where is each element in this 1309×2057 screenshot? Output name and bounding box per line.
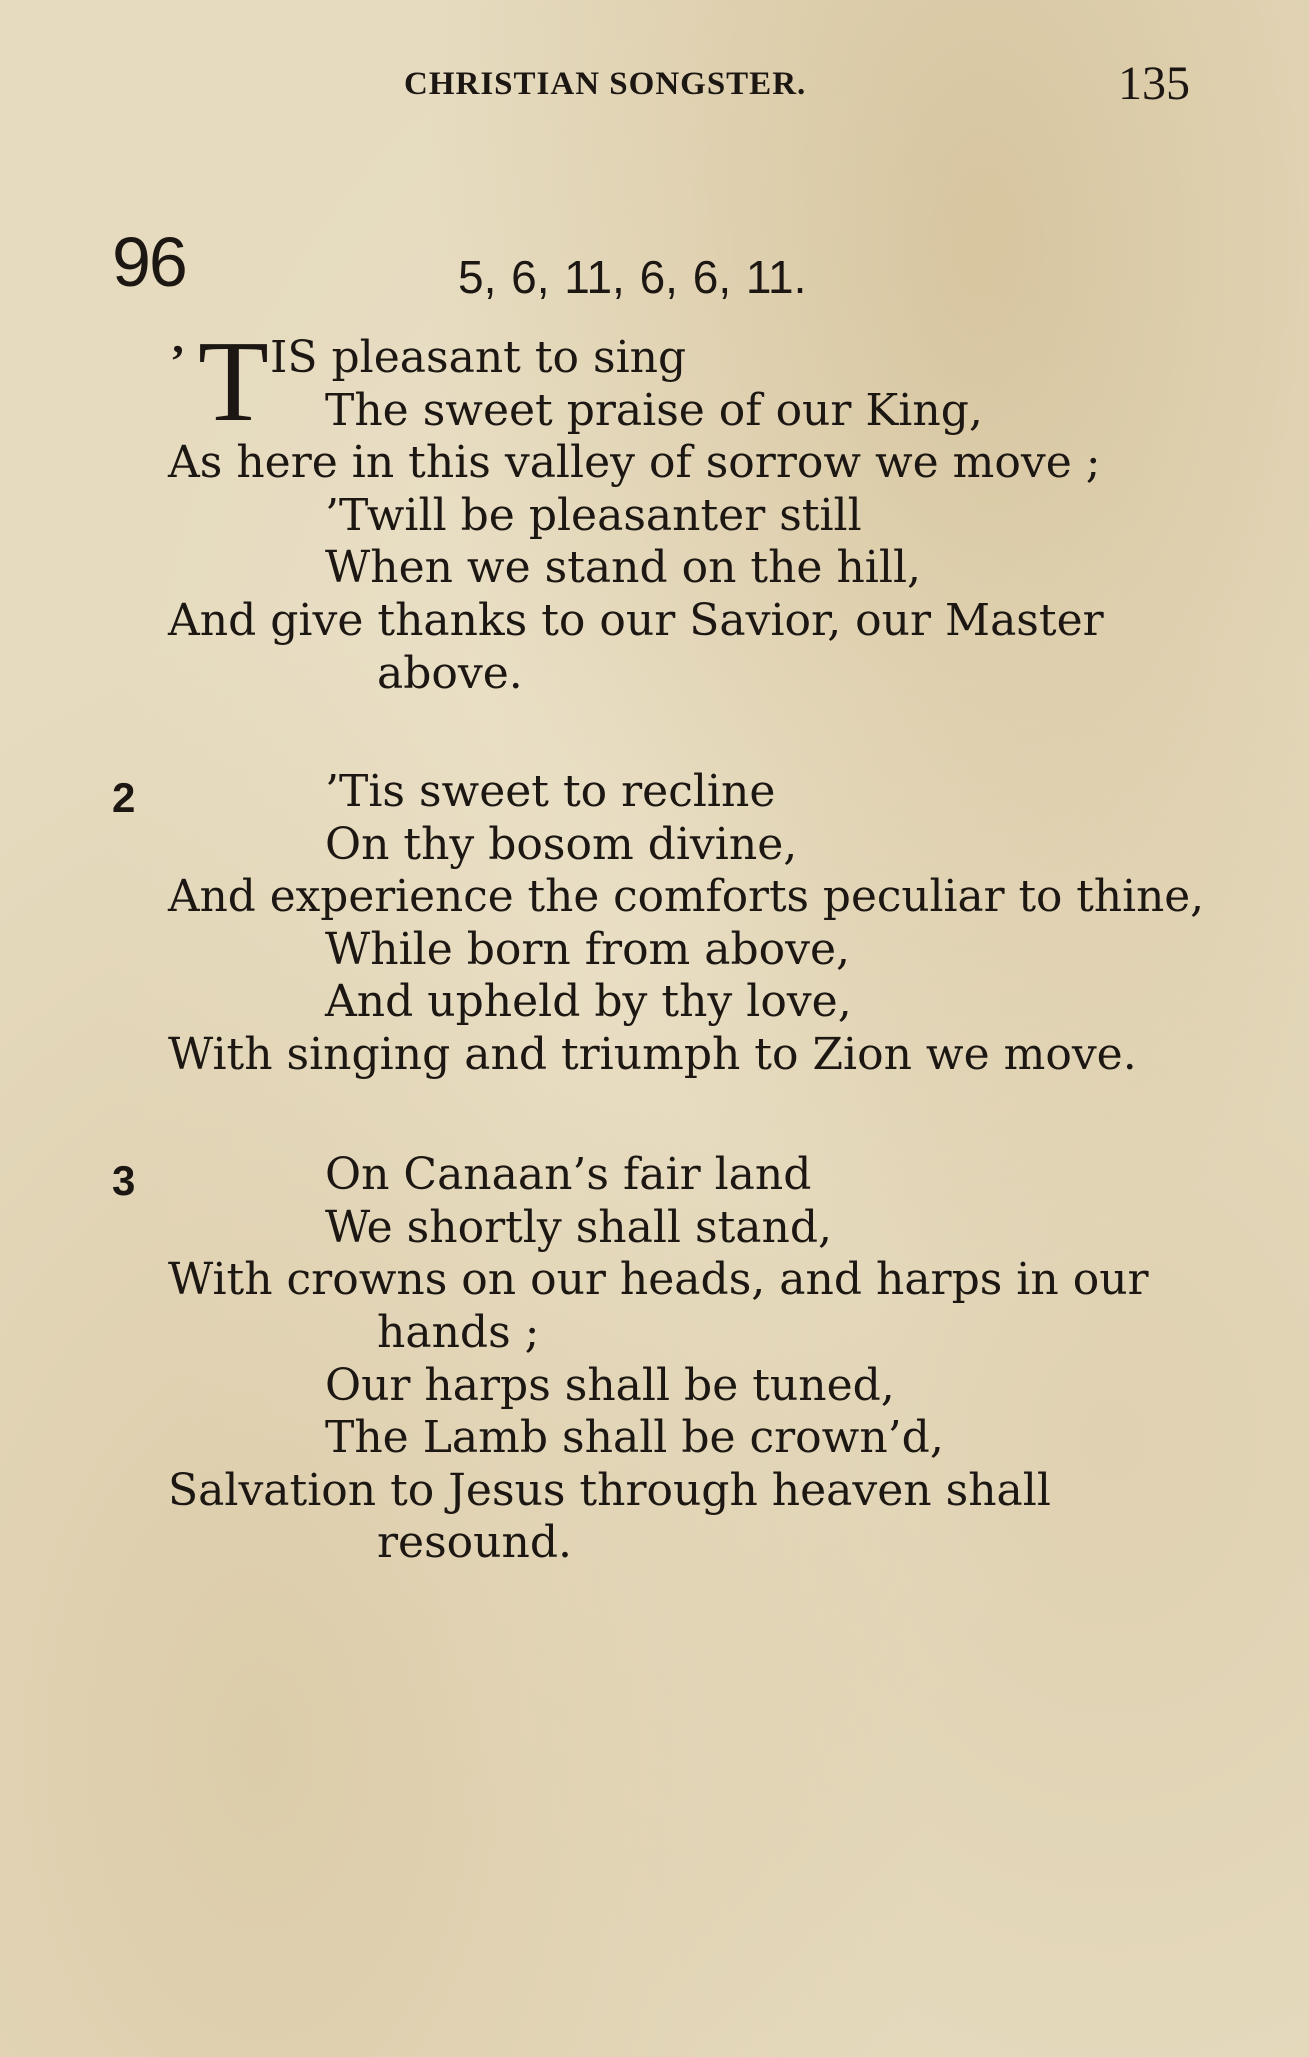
drop-cap: T [198, 318, 269, 446]
stanza3-number: 3 [112, 1157, 136, 1204]
stanza3-line-6: The Lamb shall be crown’d, [325, 1412, 944, 1463]
opening-apostrophe: ’ [170, 335, 186, 386]
stanza1-line-5: When we stand on the hill, [325, 542, 921, 593]
stanza3-line-2: We shortly shall stand, [325, 1202, 832, 1253]
stanza3-line-1: On Canaan’s fair land [325, 1149, 812, 1200]
stanza3-line-7: Salvation to Jesus through heaven shall [168, 1465, 1051, 1516]
stanza2-line-5: And upheld by thy love, [325, 976, 852, 1027]
stanza1-line-1: IS pleasant to sing [270, 332, 687, 383]
stanza1-line-3: As here in this valley of sorrow we move ; [168, 437, 1101, 488]
stanza2-line-4: While born from above, [325, 924, 851, 975]
stanza3-line-3: With crowns on our heads, and harps in our [168, 1254, 1149, 1305]
stanza1-line-7: above. [377, 648, 523, 699]
stanza1-line-6: And give thanks to our Savior, our Master [168, 595, 1104, 646]
stanza2-number: 2 [112, 774, 136, 821]
hymn-number: 96 [112, 223, 186, 301]
stanza3-line-5: Our harps shall be tuned, [325, 1360, 895, 1411]
stanza2-line-1: ’Tis sweet to recline [325, 766, 776, 817]
running-head: CHRISTIAN SONGSTER. [404, 66, 807, 102]
stanza3-line-4: hands ; [377, 1307, 540, 1358]
stanza2-line-6: With singing and triumph to Zion we move. [168, 1029, 1137, 1080]
stanza2-line-3: And experience the comforts peculiar to thine, [168, 871, 1205, 922]
hymn-meter: 5, 6, 11, 6, 6, 11. [458, 251, 807, 303]
stanza1-line-4: ’Twill be pleasanter still [325, 490, 862, 541]
page-number: 135 [1118, 57, 1190, 110]
stanza1-line-2: The sweet praise of our King, [325, 385, 983, 436]
stanza2-line-2: On thy bosom divine, [325, 819, 798, 870]
stanza3-line-8: resound. [377, 1517, 572, 1568]
